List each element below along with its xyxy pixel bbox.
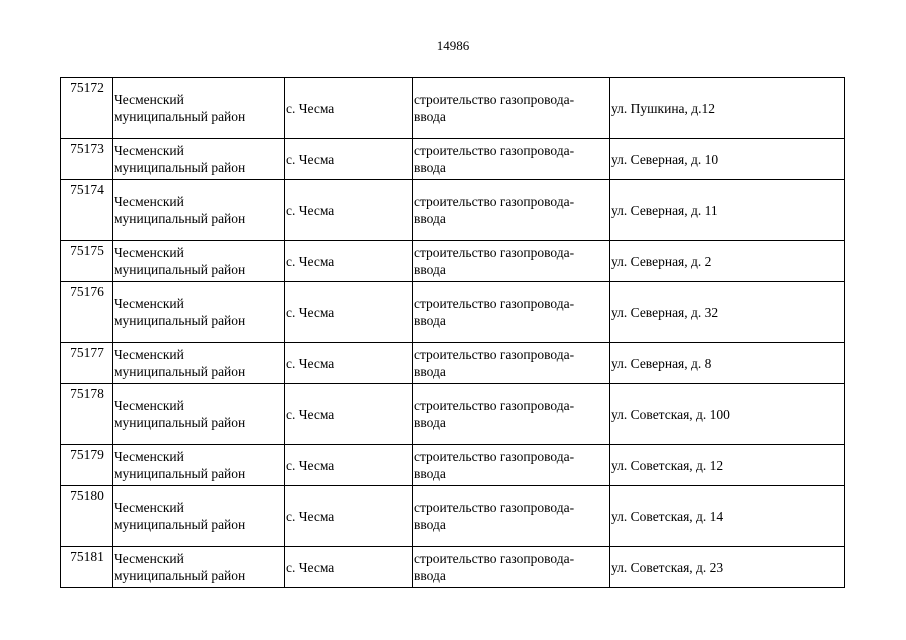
address-cell: ул. Пушкина, д.12 [610,78,845,139]
village-cell: с. Чесма [285,78,413,139]
district-name: Чесменский [114,143,184,158]
work-line-2: ввода [414,262,446,277]
table-row [61,445,845,486]
district-type: муниципальный район [114,160,246,175]
district-name: Чесменский [114,194,184,209]
work-cell [413,547,610,588]
district-type: муниципальный район [114,466,246,481]
work-line-2: ввода [414,364,446,379]
district-cell [113,78,285,139]
district-name: Чесменский [114,296,184,311]
row-number: 75173 [61,139,113,180]
work-line-1: строительство газопровода- [414,449,575,464]
table-row [61,282,845,343]
work-line-1: строительство газопровода- [414,92,575,107]
address-cell: ул. Северная, д. 8 [610,343,845,384]
district-name: Чесменский [114,92,184,107]
row-number: 75175 [61,241,113,282]
village-cell: с. Чесма [285,241,413,282]
district-cell [113,241,285,282]
district-cell [113,547,285,588]
work-line-2: ввода [414,466,446,481]
village-cell: с. Чесма [285,547,413,588]
work-line-2: ввода [414,109,446,124]
work-cell [413,282,610,343]
district-name: Чесменский [114,500,184,515]
table-row [61,343,845,384]
table-row [61,139,845,180]
work-cell [413,384,610,445]
row-number: 75174 [61,180,113,241]
address-cell: ул. Северная, д. 2 [610,241,845,282]
work-line-1: строительство газопровода- [414,194,575,209]
table-row [61,241,845,282]
village-cell: с. Чесма [285,139,413,180]
work-cell [413,180,610,241]
village-cell: с. Чесма [285,180,413,241]
district-cell [113,282,285,343]
work-cell [413,139,610,180]
district-type: муниципальный район [114,568,246,583]
work-line-2: ввода [414,568,446,583]
work-cell [413,445,610,486]
village-cell: с. Чесма [285,445,413,486]
address-cell: ул. Советская, д. 23 [610,547,845,588]
table-row [61,384,845,445]
address-cell: ул. Северная, д. 32 [610,282,845,343]
work-line-2: ввода [414,415,446,430]
district-name: Чесменский [114,551,184,566]
district-name: Чесменский [114,347,184,362]
work-line-1: строительство газопровода- [414,296,575,311]
district-type: муниципальный район [114,109,246,124]
district-name: Чесменский [114,398,184,413]
row-number: 75178 [61,384,113,445]
work-line-1: строительство газопровода- [414,551,575,566]
district-cell [113,486,285,547]
district-cell [113,139,285,180]
district-cell [113,445,285,486]
district-type: муниципальный район [114,313,246,328]
village-cell: с. Чесма [285,343,413,384]
row-number: 75180 [61,486,113,547]
page-number: 14986 [436,38,470,53]
row-number: 75179 [61,445,113,486]
village-cell: с. Чесма [285,486,413,547]
district-type: муниципальный район [114,364,246,379]
district-name: Чесменский [114,449,184,464]
work-cell [413,486,610,547]
address-cell: ул. Северная, д. 11 [610,180,845,241]
work-line-1: строительство газопровода- [414,143,575,158]
work-line-2: ввода [414,160,446,175]
village-cell: с. Чесма [285,282,413,343]
table-row [61,78,845,139]
row-number: 75172 [61,78,113,139]
work-line-1: строительство газопровода- [414,398,575,413]
district-name: Чесменский [114,245,184,260]
work-line-1: строительство газопровода- [414,347,575,362]
table-row [61,180,845,241]
district-type: муниципальный район [114,415,246,430]
district-type: муниципальный район [114,211,246,226]
village-cell: с. Чесма [285,384,413,445]
work-line-2: ввода [414,211,446,226]
work-line-2: ввода [414,517,446,532]
work-line-2: ввода [414,313,446,328]
row-number: 75177 [61,343,113,384]
row-number: 75176 [61,282,113,343]
district-cell [113,384,285,445]
row-number: 75181 [61,547,113,588]
address-cell: ул. Советская, д. 12 [610,445,845,486]
address-cell: ул. Советская, д. 100 [610,384,845,445]
district-cell [113,343,285,384]
district-cell [113,180,285,241]
work-cell [413,78,610,139]
work-line-1: строительство газопровода- [414,245,575,260]
work-cell [413,343,610,384]
address-cell: ул. Северная, д. 10 [610,139,845,180]
table-row [61,486,845,547]
work-cell [413,241,610,282]
work-line-1: строительство газопровода- [414,500,575,515]
table-row [61,547,845,588]
registry-table [60,77,845,588]
address-cell: ул. Советская, д. 14 [610,486,845,547]
district-type: муниципальный район [114,517,246,532]
district-type: муниципальный район [114,262,246,277]
